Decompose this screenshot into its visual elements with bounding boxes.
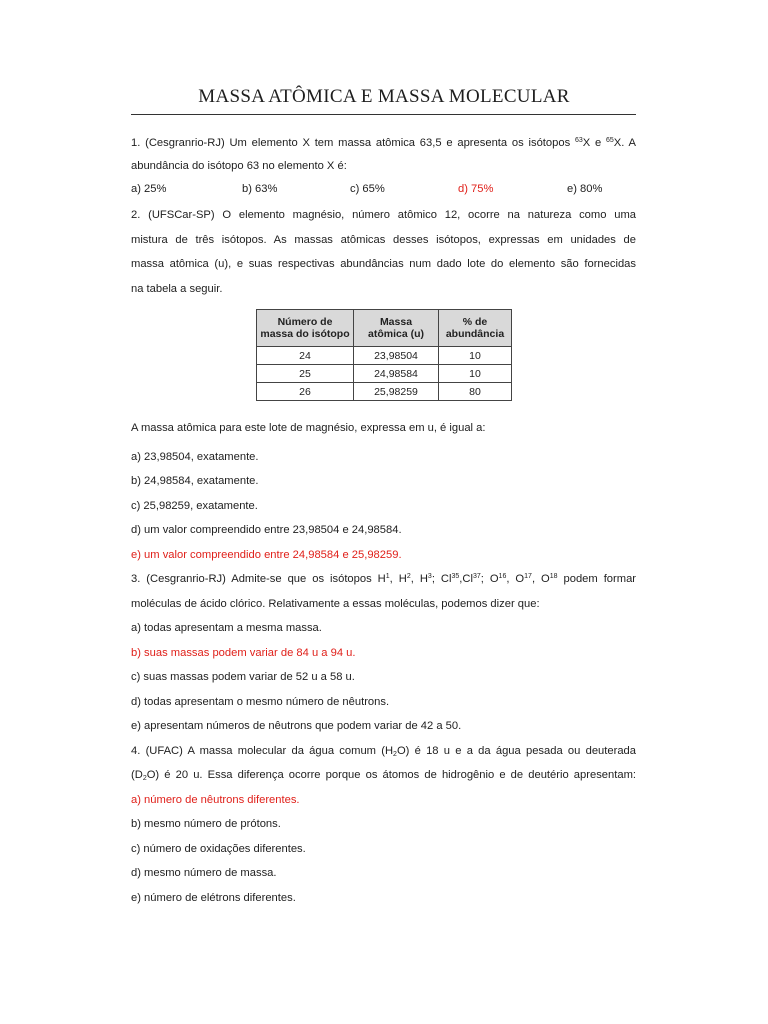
table-cell: 10 — [439, 347, 512, 365]
q2-prompt: A massa atômica para este lote de magnésio, expressa em u, é igual a: — [131, 422, 486, 434]
isotope-table — [256, 309, 512, 401]
q4-stem-line-2: $(D_2O)$ é 20 u. Essa diferença ocorre porque os átomos de hidrogênio e de deutério apresentam: — [131, 769, 636, 782]
q2-stem-line-2: mistura de três isótopos. As massas atômicas desses isótopos, expressas em unidades de — [131, 234, 636, 246]
table-header-cell: Número de massa do isótopo — [257, 310, 354, 347]
q1-stem-line-2: abundância do isótopo 63 no elemento X é: — [131, 160, 347, 172]
table-cell: 23,98504 — [354, 347, 439, 365]
q3-stem-line-2: moléculas de ácido clórico. Relativamente a essas moléculas, podemos dizer que: — [131, 598, 540, 610]
table-header-row — [257, 310, 512, 347]
q2-stem-line-1: 2. (UFSCar-SP) O elemento magnésio, número atômico 12, ocorre na natureza como uma — [131, 209, 636, 221]
q1-option-d-answer: d) 75% — [458, 183, 494, 195]
q1-option-b: b) 63% — [242, 183, 278, 195]
table-row — [257, 365, 512, 383]
table-row — [257, 347, 512, 365]
q3-option-b-answer: b) suas massas podem variar de 84 u a 94 u. — [131, 647, 356, 659]
q4-option-d: d) mesmo número de massa. — [131, 867, 277, 879]
q3-option-a: a) todas apresentam a mesma massa. — [131, 622, 322, 634]
table-cell: 24 — [257, 347, 354, 365]
table-cell: 80 — [439, 383, 512, 401]
q1-options — [0, 183, 768, 199]
title-rule — [131, 114, 636, 115]
table-cell: 24,98584 — [354, 365, 439, 383]
q4-option-c: c) número de oxidações diferentes. — [131, 843, 306, 855]
q2-option-a: a) 23,98504, exatamente. — [131, 451, 259, 463]
q2-option-c: c) 25,98259, exatamente. — [131, 500, 258, 512]
q2-option-d: d) um valor compreendido entre 23,98504 e 24,98584. — [131, 524, 402, 536]
q3-option-d: d) todas apresentam o mesmo número de nêutrons. — [131, 696, 390, 708]
q2-option-e-answer: e) um valor compreendido entre 24,98584 e 25,98259. — [131, 549, 402, 561]
q3-stem-line-1: 3. (Cesgranrio-RJ) Admite-se que os isótopos $H^1$, $H^2$, $H^3$; Cl$^{35}$,Cl$^{37}$; $O^{16}$, $O^{17}$, $O^{18}$ podem formar — [131, 573, 637, 585]
q4-option-e: e) número de elétrons diferentes. — [131, 892, 296, 904]
q4-option-a-answer: a) número de nêutrons diferentes. — [131, 794, 300, 806]
table-cell: 25,98259 — [354, 383, 439, 401]
q1-option-e: e) 80% — [567, 183, 603, 195]
q3-option-e: e) apresentam números de nêutrons que podem variar de 42 a 50. — [131, 720, 462, 732]
q4-option-b: b) mesmo número de prótons. — [131, 818, 281, 830]
table-cell: 25 — [257, 365, 354, 383]
q2-stem-line-3: massa atômica (u), e suas respectivas abundâncias num dado lote do elemento são fornecidas — [131, 258, 636, 270]
q1-option-a: a) 25% — [131, 183, 167, 195]
table-row — [257, 383, 512, 401]
q3-option-c: c) suas massas podem variar de 52 u a 58 u. — [131, 671, 355, 683]
page-title: MASSA ATÔMICA E MASSA MOLECULAR — [198, 86, 570, 107]
table-cell: 26 — [257, 383, 354, 401]
table-header-cell: Massa atômica (u) — [354, 310, 439, 347]
q2-stem-line-4: na tabela a seguir. — [131, 283, 223, 295]
q1-option-c: c) 65% — [350, 183, 385, 195]
q1-stem-line-1: 1. (Cesgranrio-RJ) Um elemento X tem massa atômica 63,5 e apresenta os isótopos $^{63}$X e $^{65}$X. A — [131, 137, 636, 149]
q4-stem-line-1: 4. (UFAC) A massa molecular da água comum $(H_2O)$ é 18 u e a da água pesada ou deuterada — [131, 745, 636, 758]
q2-option-b: b) 24,98584, exatamente. — [131, 475, 259, 487]
table-cell: 10 — [439, 365, 512, 383]
table-header-cell: % de abundância — [439, 310, 512, 347]
